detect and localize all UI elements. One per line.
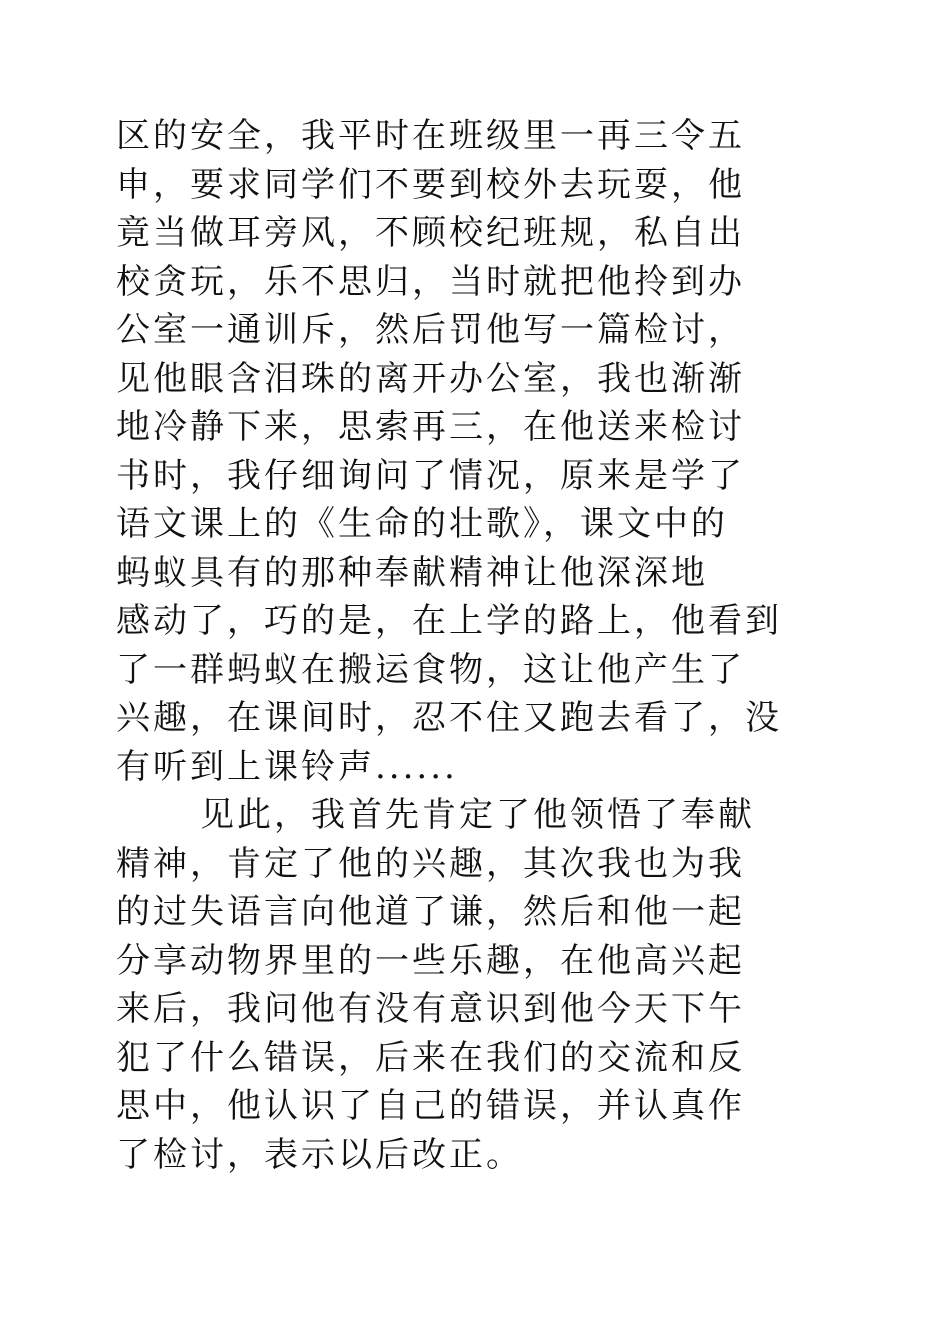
text-line: 竟当做耳旁风，不顾校纪班规，私自出 — [116, 213, 745, 253]
document-text — [116, 112, 836, 1179]
text-line: 蚂蚁具有的那种奉献精神让他深深地 — [116, 552, 708, 593]
paragraph-2 — [116, 791, 836, 1179]
text-line: 了一群蚂蚁在搬运食物，这让他产生了 — [116, 649, 745, 690]
text-line: 见他眼含泪珠的离开办公室，我也渐渐 — [116, 358, 745, 399]
text-line: 精神，肯定了他的兴趣，其次我也为我 — [116, 843, 745, 884]
text-line: 校贪玩，乐不思归，当时就把他拎到办 — [116, 261, 745, 302]
text-line: 了检讨，表示以后改正。 — [116, 1134, 523, 1175]
text-line-indented: 见此，我首先肯定了他领悟了奉献 — [200, 795, 755, 835]
text-line: 兴趣，在课间时，忍不住又跑去看了，没 — [116, 698, 782, 738]
text-line: 申，要求同学们不要到校外去玩耍，他 — [116, 164, 745, 205]
text-line: 的过失语言向他道了谦，然后和他一起 — [116, 892, 745, 932]
text-line: 书时，我仔细询问了情况，原来是学了 — [116, 455, 745, 496]
paragraph-1 — [116, 112, 836, 791]
text-line: 来后，我问他有没有意识到他今天下午 — [116, 989, 745, 1029]
text-line: 语文课上的《生命的壮歌》，课文中的 — [116, 504, 728, 544]
text-line: 地冷静下来，思索再三，在他送来检讨 — [116, 407, 745, 447]
text-line: 思中，他认识了自己的错误，并认真作 — [116, 1086, 745, 1126]
text-line: 区的安全，我平时在班级里一再三令五 — [116, 116, 745, 156]
text-line: 公室一通训斥，然后罚他写一篇检讨， — [116, 310, 745, 350]
text-line: 感动了，巧的是，在上学的路上，他看到 — [116, 601, 782, 641]
text-line: 分享动物界里的一些乐趣，在他高兴起 — [116, 940, 745, 981]
text-line: 有听到上课铃声...... — [116, 746, 458, 787]
text-line: 犯了什么错误，后来在我们的交流和反 — [116, 1037, 745, 1078]
